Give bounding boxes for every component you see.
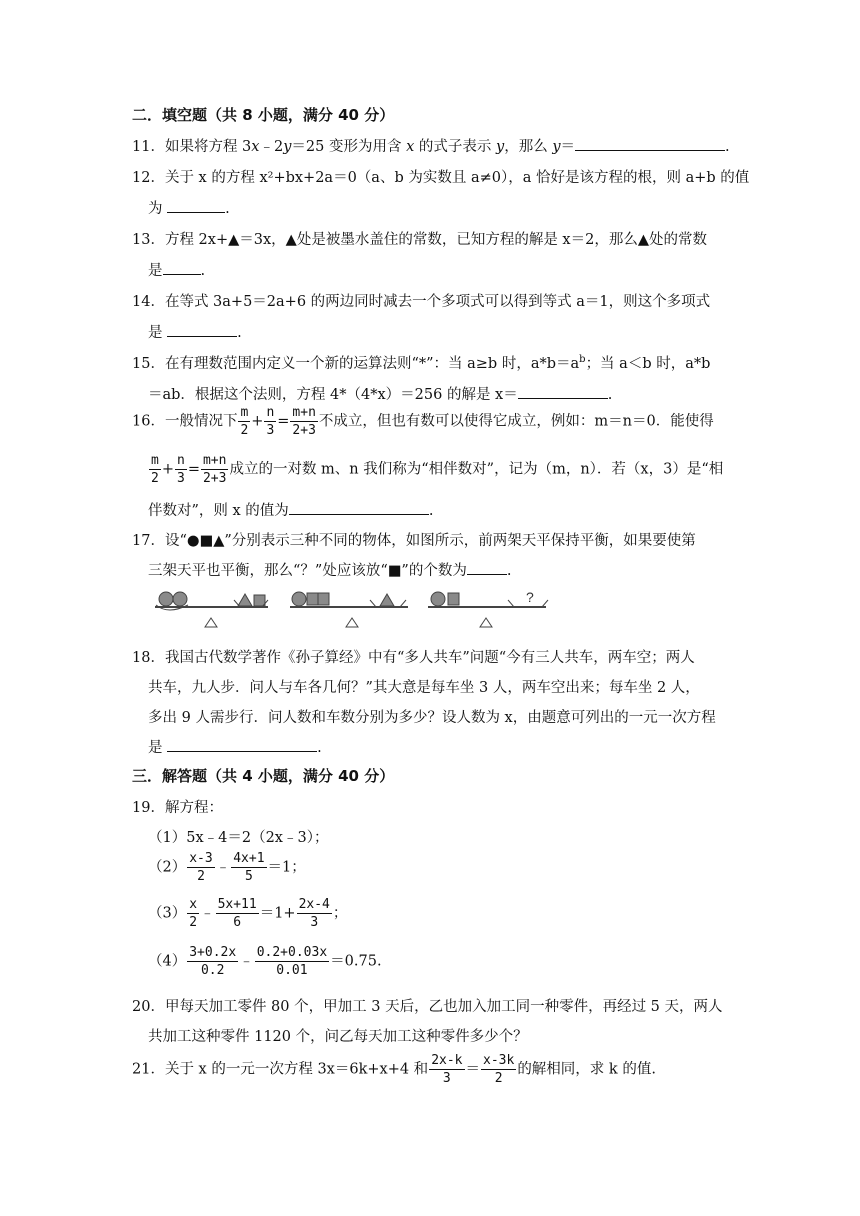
question-21: 21．关于 x 的一元一次方程 3x＝6k+x+4 和 $\frac{2x-k}{3}$ ＝ $\frac{x-3k}{2}$ 的解相同，求 k 的值. xyxy=(132,1053,656,1086)
answer-blank[interactable] xyxy=(163,262,201,275)
question-16: 16．一般情况下 $\frac{m}{2}$ + $\frac{n}{3}$ = $\frac{m+n}{2+3}$ 不成立，但也有数可以使得它成立，例如：m＝n＝0．能使得 xyxy=(132,405,714,438)
balance-scale-1 xyxy=(155,592,268,627)
equation-2: （2） $\frac{x-3}{2}$ ﹣ $\frac{4x+1}{5}$ ＝1； xyxy=(148,851,306,884)
question-14: 14．在等式 3a+5＝2a+6 的两边同时减去一个多项式可以得到等式 a＝1，则这个多项式 xyxy=(132,294,711,310)
fraction: $\frac{n}{3}$ xyxy=(176,453,185,486)
circle-shape-icon xyxy=(159,592,173,606)
section-fill-blank-heading: 二．填空题（共 8 小题，满分 40 分） xyxy=(132,106,395,124)
fulcrum-icon xyxy=(480,618,492,627)
balance-scale-3 xyxy=(428,589,548,627)
answer-blank[interactable] xyxy=(575,138,725,151)
circle-shape-icon xyxy=(292,592,306,606)
question-13: 13．方程 2x+▲＝3x，▲处是被墨水盖住的常数，已知方程的解是 x＝2，那么▲处的常数 xyxy=(132,232,707,248)
fraction: $\frac{m}{2}$ xyxy=(151,453,159,486)
answer-blank[interactable] xyxy=(167,200,225,213)
fraction: $\frac{m+n}{2+3}$ xyxy=(292,405,316,438)
question-12: 12．关于 x 的方程 x²+bx+2a＝0（a、b 为实数且 a≠0），a 恰好是该方程的根，则 a+b 的值 xyxy=(132,170,750,186)
square-shape-icon xyxy=(318,593,329,605)
question-mark: ? xyxy=(526,589,534,605)
question-18: 18．我国古代数学著作《孙子算经》中有“多人共车”问题“今有三人共车，两车空；两人 xyxy=(132,650,695,666)
equation-4: （4） $\frac{3+0.2x}{0.2}$ ﹣ $\frac{0.2+0.03x}{0.01}$ ＝0.75. xyxy=(148,945,382,978)
equation-1: （1）5x﹣4＝2（2x﹣3）； xyxy=(148,830,329,846)
equation-3: （3） $\frac{x}{2}$ ﹣ $\frac{5x+11}{6}$ ＝1+ $\frac{2x-4}{3}$ ； xyxy=(148,897,348,930)
answer-blank[interactable] xyxy=(167,739,317,752)
answer-blank[interactable] xyxy=(289,502,429,515)
fraction: $\frac{n}{3}$ xyxy=(266,405,275,438)
triangle-shape-icon xyxy=(238,594,252,606)
balance-scales-figure xyxy=(150,585,570,633)
question-20: 20．甲每天加工零件 80 个，甲加工 3 天后，乙也加入加工同一种零件，再经过 5 天，两人 xyxy=(132,999,723,1015)
answer-blank[interactable] xyxy=(167,324,237,337)
question-11: 11．如果将方程 3x﹣2y＝25 变形为用含 x 的式子表示 y，那么 y＝ . xyxy=(132,139,730,155)
square-shape-icon xyxy=(448,593,459,605)
fraction: $\frac{m}{2}$ xyxy=(240,405,249,438)
answer-blank[interactable] xyxy=(467,562,507,575)
circle-shape-icon xyxy=(173,592,187,606)
square-shape-icon xyxy=(254,595,265,606)
fulcrum-icon xyxy=(346,618,358,627)
fulcrum-icon xyxy=(205,618,217,627)
triangle-shape-icon xyxy=(380,594,394,606)
question-19: 19．解方程： xyxy=(132,800,223,816)
exam-page: 二．填空题（共 8 小题，满分 40 分） 11．如果将方程 3x﹣2y＝25 变形为用含 x 的式子表示 y，那么 y＝ . 12．关于 x 的方程 x²+bx+2a＝0（a、b 为实数且 a≠0），a 恰好是该方程的根，则 a+b 的值 为 . 13．方程 2x+▲＝3x，▲处是被墨水盖住的常数，已知方程的解是 x＝2，那么▲处的常数 是 . 14．在等式 3a+5＝2a+6 的两边同时减去一个多项式可以得到等式 a＝1，则这个多项式 是 . 15．在有理数范围内定义一个新的运算法则“*”：当 a≥b 时，$a*b=a^b$；当 a＜b 时，a*b ＝ab．根据这个法则，方程 4*（4*x）＝256 的解是 x＝ . 16．一般情况下 $\frac{m}{2}$ + $\frac{n}{3}$ = $\frac{m+n}{2+3}$ 不成立，但也有数可以使得它成立，例如：m＝n＝0．能使得 $\frac{m}{2}$ + $\frac{n}{3}$ = $\frac{m+n}{2+3}$ 成立的一对数 m、n 我们称为“相伴数对”，记为（m，n）．若（x，3）是“相 伴数对”，则 x 的值为 . 17．设“●■▲”分别表示三种不同的物体，如图所示，前两架天平保持平衡，如果要使第 三架天平也平衡，那么“？”处应该放“■”的个数为 . ? 18．我国古代数学著作《孙子算经》中有“多人共车”问题“今有三人共车，两车空；两人 共车，九人步．问人与车各几何？”其大意是每车坐 3 人，两车空出来；每车坐 2 人， 多出 9 人需步行．问人数和车数分别为多少？设人数为 x，由题意可列出的一元一次方程 是 . 三．解答题（共 4 小题，满分 40 分） 19．解方程： （1）5x﹣4＝2（2x﹣3）； （2） $\frac{x-3}{2}$ ﹣ $\frac{4x+1}{5}$ ＝1； （3） $\frac{x}{2}$ ﹣ $\frac{5x+11}{6}$ ＝1+ $\frac{2x-4}{3}$ ； （4） $\frac{3+0.2x}{0.2}$ ﹣ $\frac{0.2+0.03x}{0.01}$ ＝0.75. 20．甲每天加工零件 80 个，甲加工 3 天后，乙也加入加工同一种零件，再经过 5 天，两人 共加工这种零件 1120 个，问乙每天加工这种零件多少个？ 21．关于 x 的一元一次方程 3x＝6k+x+4 和 $\frac{2x-k}{3}$ ＝ $\frac{x-3k}{2}$ 的解相同，求 k 的值. xyxy=(132,106,750,1086)
square-shape-icon xyxy=(307,593,318,605)
answer-blank[interactable] xyxy=(518,386,608,399)
balance-scale-2 xyxy=(290,592,408,627)
fraction: $\frac{m+n}{2+3}$ xyxy=(202,453,227,486)
question-17: 17．设“●■▲”分别表示三种不同的物体，如图所示，前两架天平保持平衡，如果要使第 xyxy=(132,533,696,549)
circle-shape-icon xyxy=(431,592,445,606)
question-15: 15．在有理数范围内定义一个新的运算法则“*”：当 a≥b 时，$a*b=a^b$；当 a＜b 时，a*b xyxy=(132,354,711,372)
section-solve-heading: 三．解答题（共 4 小题，满分 40 分） xyxy=(132,767,395,785)
